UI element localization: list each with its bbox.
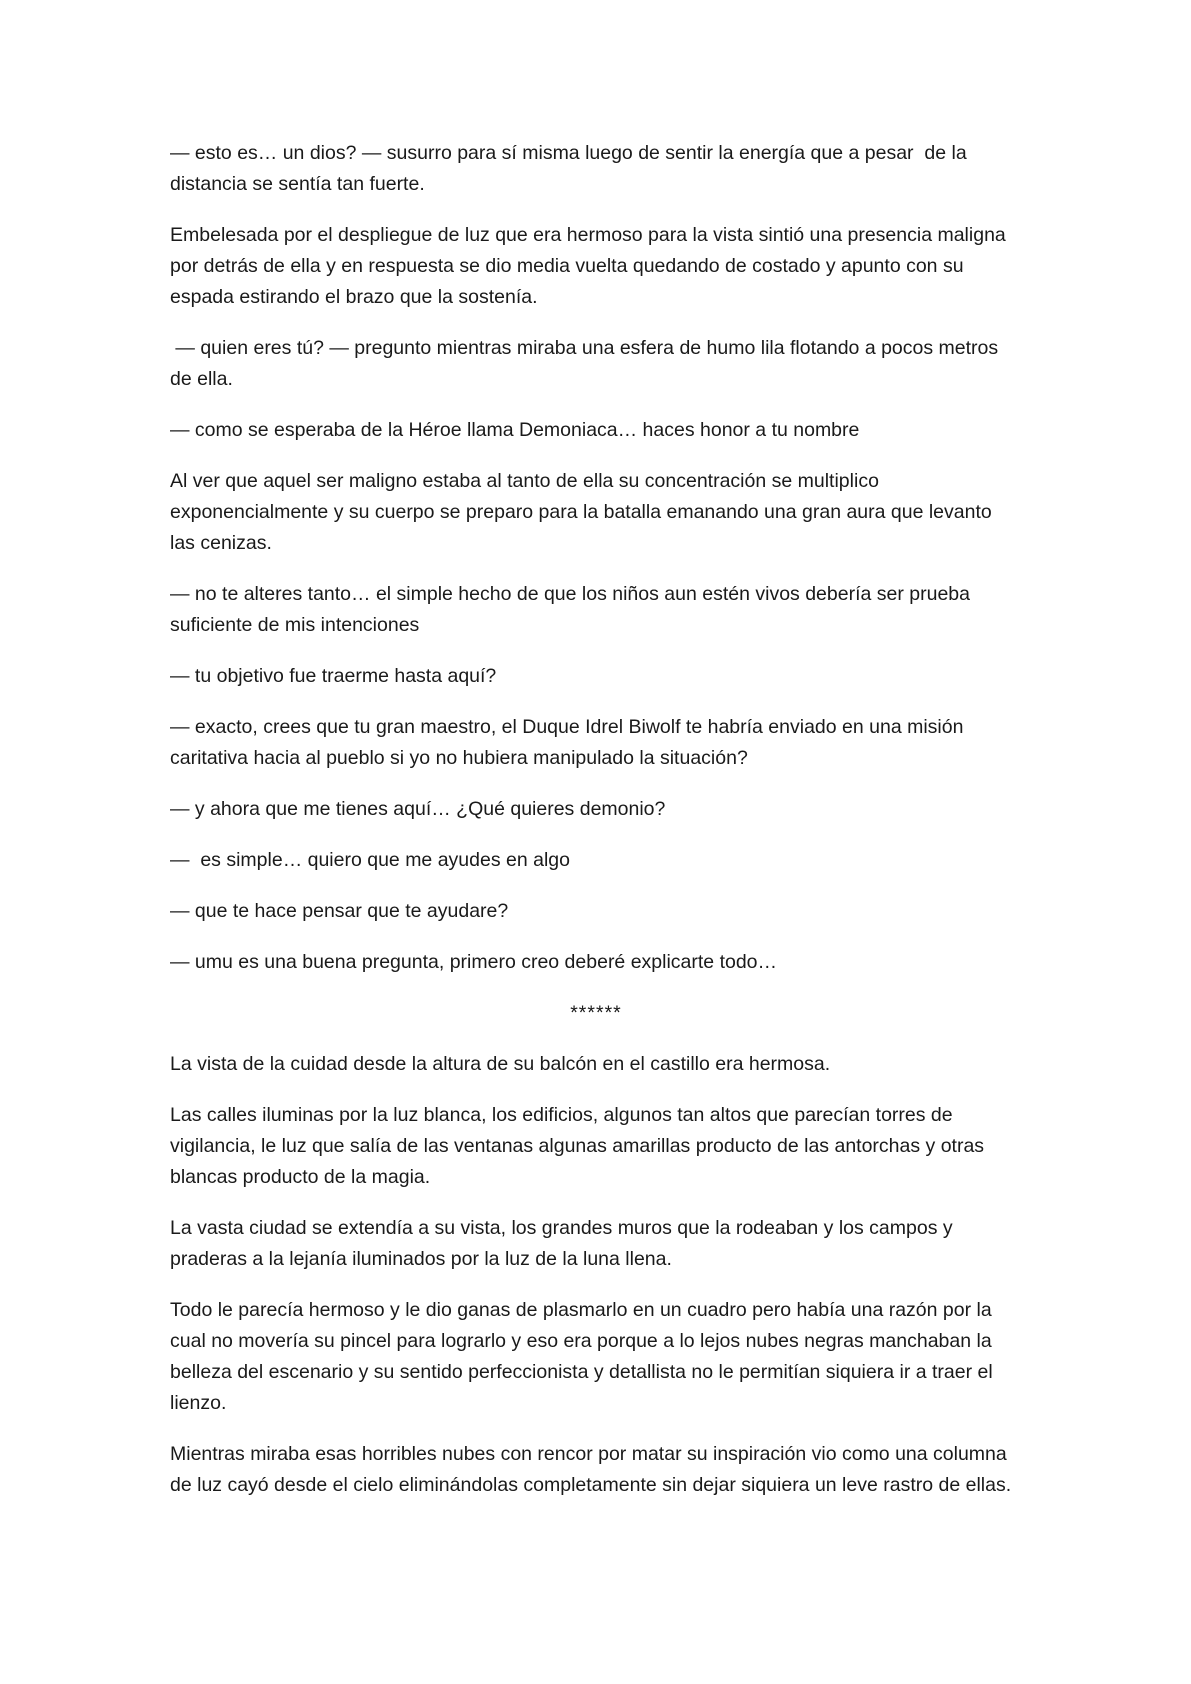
paragraph: La vista de la cuidad desde la altura de su balcón en el castillo era hermosa.: [170, 1053, 831, 1075]
paragraph: Embelesada por el despliegue de luz que era hermoso para la vista sintió una presencia maligna por detrás de ella y en respuesta se dio media vuelta quedando de costado y apunto con su espada estirando el brazo que la sostenía.: [170, 224, 1012, 308]
scene-separator: ******: [570, 1002, 622, 1024]
paragraph: — tu objetivo fue traerme hasta aquí?: [170, 665, 497, 687]
paragraph: Al ver que aquel ser maligno estaba al tanto de ella su concentración se multiplico exponencialmente y su cuerpo se preparo para la batalla emanando una gran aura que levanto las cenizas.: [170, 470, 998, 554]
paragraph: — como se esperaba de la Héroe llama Demoniaca… haces honor a tu nombre: [170, 419, 860, 441]
paragraph: Las calles iluminas por la luz blanca, los edificios, algunos tan altos que parecían torres de vigilancia, le luz que salía de las ventanas algunas amarillas producto de las antorchas y otras blancas producto de la magia.: [170, 1104, 990, 1188]
paragraph: — exacto, crees que tu gran maestro, el Duque Idrel Biwolf te habría enviado en una misión caritativa hacia al pueblo si yo no hubiera manipulado la situación?: [170, 716, 969, 769]
paragraph: — umu es una buena pregunta, primero creo deberé explicarte todo…: [170, 951, 778, 973]
paragraph: La vasta ciudad se extendía a su vista, los grandes muros que la rodeaban y los campos y praderas a la lejanía iluminados por la luz de la luna llena.: [170, 1217, 959, 1270]
document-page: [170, 138, 1022, 1521]
paragraph: Todo le parecía hermoso y le dio ganas de plasmarlo en un cuadro pero había una razón por la cual no movería su pincel para lograrlo y eso era porque a lo lejos nubes negras manchaban la belleza del escenario y su sentido perfeccionista y detallista no le permitían siquiera ir a traer el lienzo.: [170, 1299, 999, 1414]
paragraph: Mientras miraba esas horribles nubes con rencor por matar su inspiración vio como una columna de luz cayó desde el cielo eliminándolas completamente sin dejar siquiera un leve rastro de ellas.: [170, 1443, 1013, 1496]
paragraph: — quien eres tú? — pregunto mientras miraba una esfera de humo lila flotando a pocos metros de ella.: [170, 337, 1004, 390]
paragraph: — es simple… quiero que me ayudes en algo: [170, 849, 570, 871]
paragraph: — que te hace pensar que te ayudare?: [170, 900, 509, 922]
paragraph: — no te alteres tanto… el simple hecho de que los niños aun estén vivos debería ser prueba suficiente de mis intenciones: [170, 583, 976, 636]
paragraph: — esto es… un dios? — susurro para sí misma luego de sentir la energía que a pesar de la distancia se sentía tan fuerte.: [170, 142, 973, 195]
paragraph: — y ahora que me tienes aquí… ¿Qué quieres demonio?: [170, 798, 666, 820]
